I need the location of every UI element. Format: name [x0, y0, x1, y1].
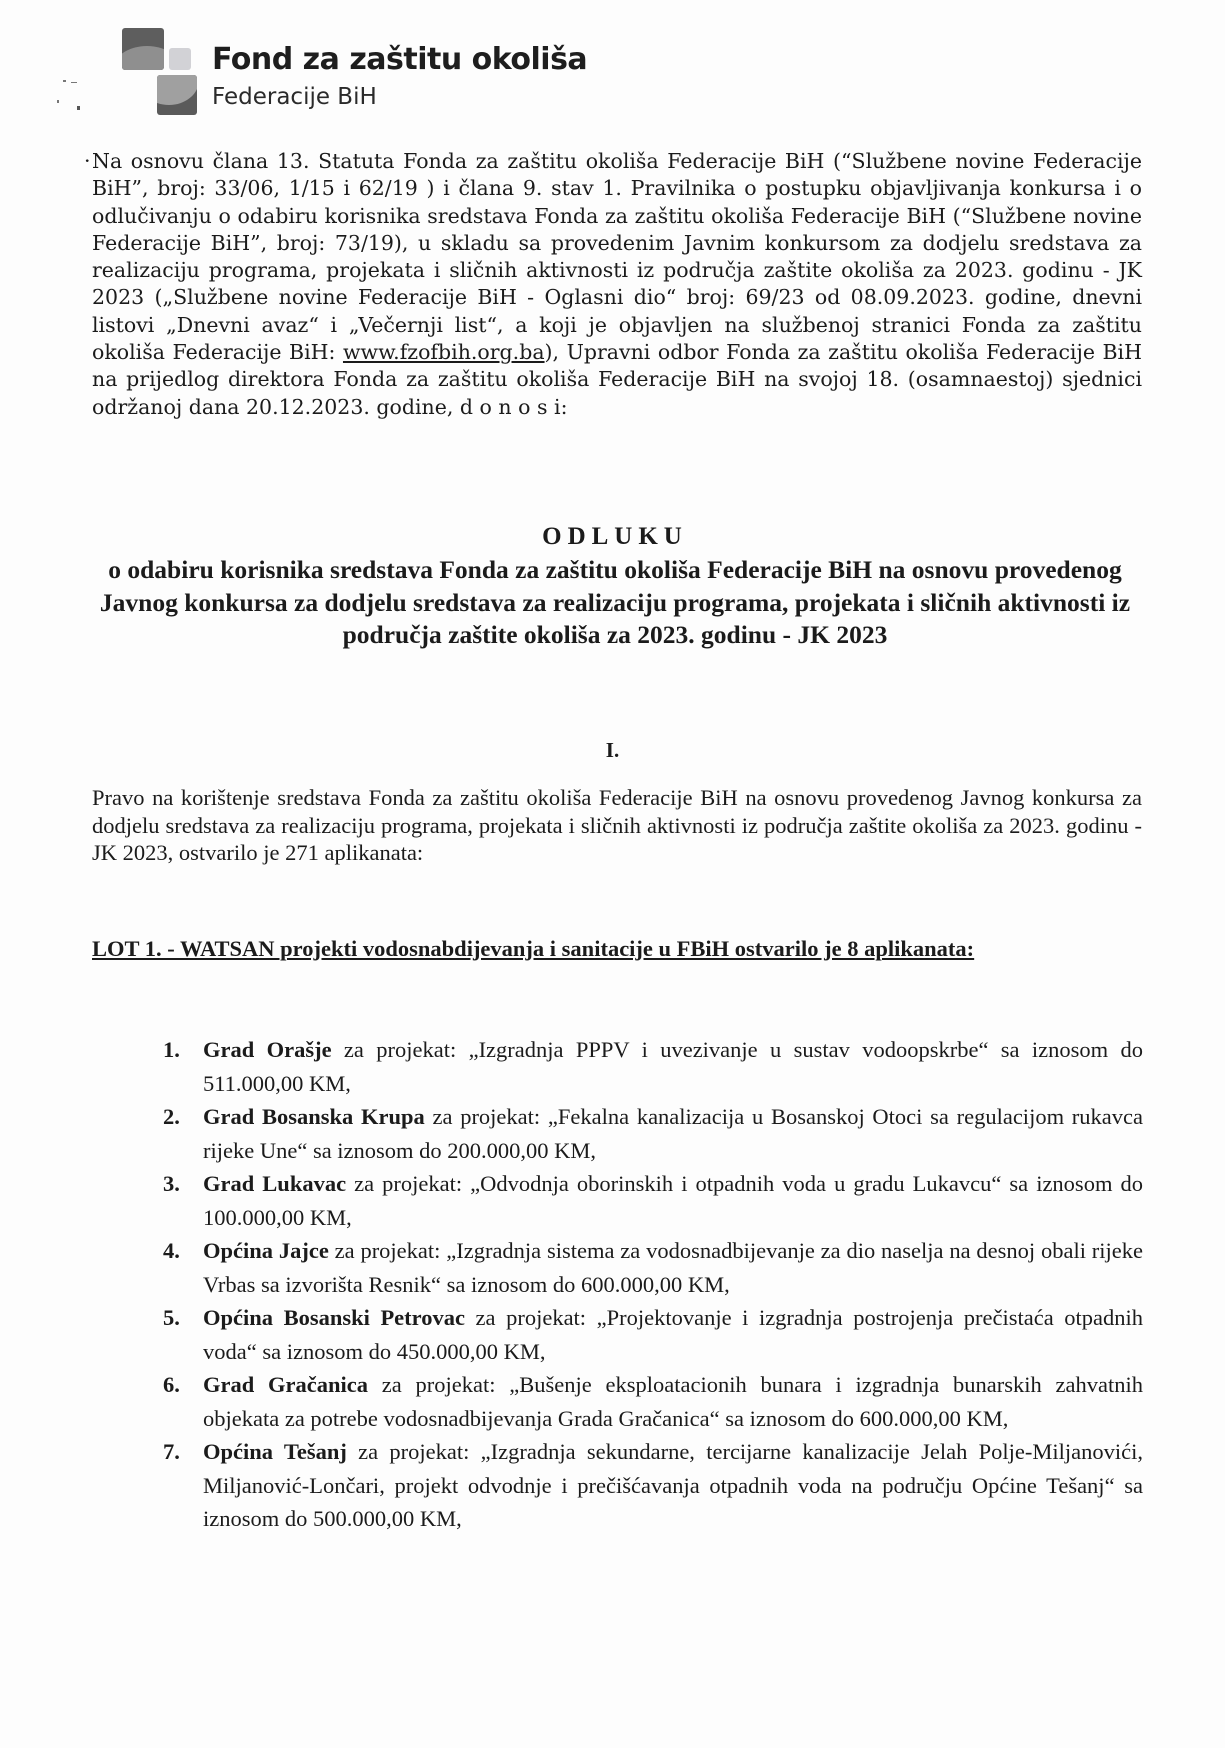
project-description: za projekat: „Bušenje eksploatacionih bunara i izgradnja bunarskih zahvatnih objekata za potrebe vodosnadbijevanja Grada Gračanica“ sa iznosom do 600.000,00 KM,	[203, 1372, 1143, 1431]
list-item	[163, 1167, 1143, 1234]
decision-heading: ODLUKU	[542, 523, 688, 550]
logo-square-icon	[169, 48, 191, 70]
section-numeral: I.	[605, 738, 620, 762]
fund-logo	[122, 28, 622, 123]
project-description: za projekat: „Izgradnja sekundarne, tercijarne kanalizacije Jelah Polje-Miljanovići, Miljanović-Lončari, projekt odvodnje i prečišćavanja otpadnih voda na području Općine Tešanj“ sa iznosom do 500.000,00 KM,	[203, 1439, 1143, 1531]
project-description: za projekat: „Fekalna kanalizacija u Bosanskoj Otoci sa regulacijom rukavca rijeke Une“ sa iznosom do 200.000,00 KM,	[203, 1104, 1143, 1163]
logo-title: Fond za zaštitu okoliša	[212, 42, 588, 77]
project-description: za projekat: „Izgradnja PPPV i uvezivanje u sustav vodoopskrbe“ sa iznosom do 511.000,00 KM,	[203, 1037, 1143, 1096]
item-number: 1.	[163, 1037, 180, 1062]
list-item	[163, 1301, 1143, 1368]
fund-website-link[interactable]: www.fzofbih.org.ba	[342, 340, 545, 365]
project-description: za projekat: „Odvodnja oborinskih i otpadnih voda u gradu Lukavcu“ sa iznosom do 100.000,00 KM,	[203, 1171, 1143, 1230]
beneficiary-name: Općina Tešanj	[203, 1439, 347, 1464]
decision-title-block	[90, 520, 1140, 652]
beneficiary-list	[163, 1033, 1143, 1536]
item-number: 5.	[163, 1305, 180, 1330]
logo-square-icon	[122, 28, 164, 70]
lot-heading: LOT 1. - WATSAN projekti vodosnabdijevanja i sanitacije u FBiH ostvarilo je 8 aplikanata:	[92, 936, 975, 961]
beneficiary-name: Grad Gračanica	[203, 1372, 369, 1397]
intro-text: Na osnovu člana 13. Statuta Fonda za zaštitu okoliša Federacije BiH (“Službene novine Federacije BiH”, broj: 33/06, 1/15 i 62/19 ) i člana 9. stav 1. Pravilnika o postupku objavljivanja konkursa i o odlučivanju o odabiru korisnika sredstava Fonda za zaštitu okoliša Federacije BiH (“Službene novine Federacije BiH”, broj: 73/19), u skladu sa provedenim Javnim konkursom za dodjelu sredstava za realizaciju programa, projekata i sličnih aktivnosti iz područja zaštite okoliša za 2023. godinu - JK 2023 („Službene novine Federacije BiH - Oglasni dio“ broj: 69/23 od 08.09.2023. godine, dnevni listovi „Dnevni avaz“ i „Večernji list“, a koji je objavljen na službenoj stranici Fonda za zaštitu okoliša Federacije BiH:	[92, 149, 1142, 365]
scan-speck-marks	[55, 78, 95, 118]
list-item	[163, 1234, 1143, 1301]
scan-dot: ·	[84, 149, 91, 173]
list-item	[163, 1033, 1143, 1100]
item-number: 7.	[163, 1439, 180, 1464]
decision-subtitle: o odabiru korisnika sredstava Fonda za zaštitu okoliša Federacije BiH na osnovu provedenog Javnog konkursa za dodjelu sredstava za realizaciju programa, projekata i sličnih aktivnosti iz područja zaštite okoliša za 2023. godinu - JK 2023	[99, 555, 1131, 649]
list-item	[163, 1100, 1143, 1167]
item-number: 3.	[163, 1171, 180, 1196]
logo-square-icon	[157, 75, 197, 115]
item-number: 2.	[163, 1104, 180, 1129]
intro-text-end: ), Upravni odbor Fonda za zaštitu okoliša Federacije BiH na prijedlog direktora Fonda za zaštitu okoliša Federacije BiH na svojoj 18. (osamnaestoj) sjednici održanoj dana 20.12.2023. godine, d o n o s i:	[92, 340, 1142, 419]
list-item	[163, 1435, 1143, 1536]
beneficiary-name: Općina Bosanski Petrovac	[203, 1305, 465, 1330]
project-description: za projekat: „Izgradnja sistema za vodosnadbijevanje za dio naselja na desnoj obali rijeke Vrbas sa izvorišta Resnik“ sa iznosom do 600.000,00 KM,	[203, 1238, 1143, 1297]
list-item	[163, 1368, 1143, 1435]
section-paragraph: Pravo na korištenje sredstava Fonda za zaštitu okoliša Federacije BiH na osnovu provedenog Javnog konkursa za dodjelu sredstava za realizaciju programa, projekata i sličnih aktivnosti iz područja zaštite okoliša za 2023. godinu - JK 2023, ostvarilo je 271 aplikanata:	[92, 785, 1142, 865]
item-number: 4.	[163, 1238, 180, 1263]
beneficiary-name: Općina Jajce	[203, 1238, 329, 1263]
beneficiary-name: Grad Lukavac	[203, 1171, 347, 1196]
beneficiary-name: Grad Orašje	[203, 1037, 332, 1062]
project-description: za projekat: „Projektovanje i izgradnja postrojenja prečistaća otpadnih voda“ sa iznosom do 450.000,00 KM,	[203, 1305, 1143, 1364]
logo-subtitle: Federacije BiH	[212, 84, 377, 110]
beneficiary-name: Grad Bosanska Krupa	[203, 1104, 425, 1129]
item-number: 6.	[163, 1372, 180, 1397]
intro-paragraph	[84, 148, 1142, 421]
